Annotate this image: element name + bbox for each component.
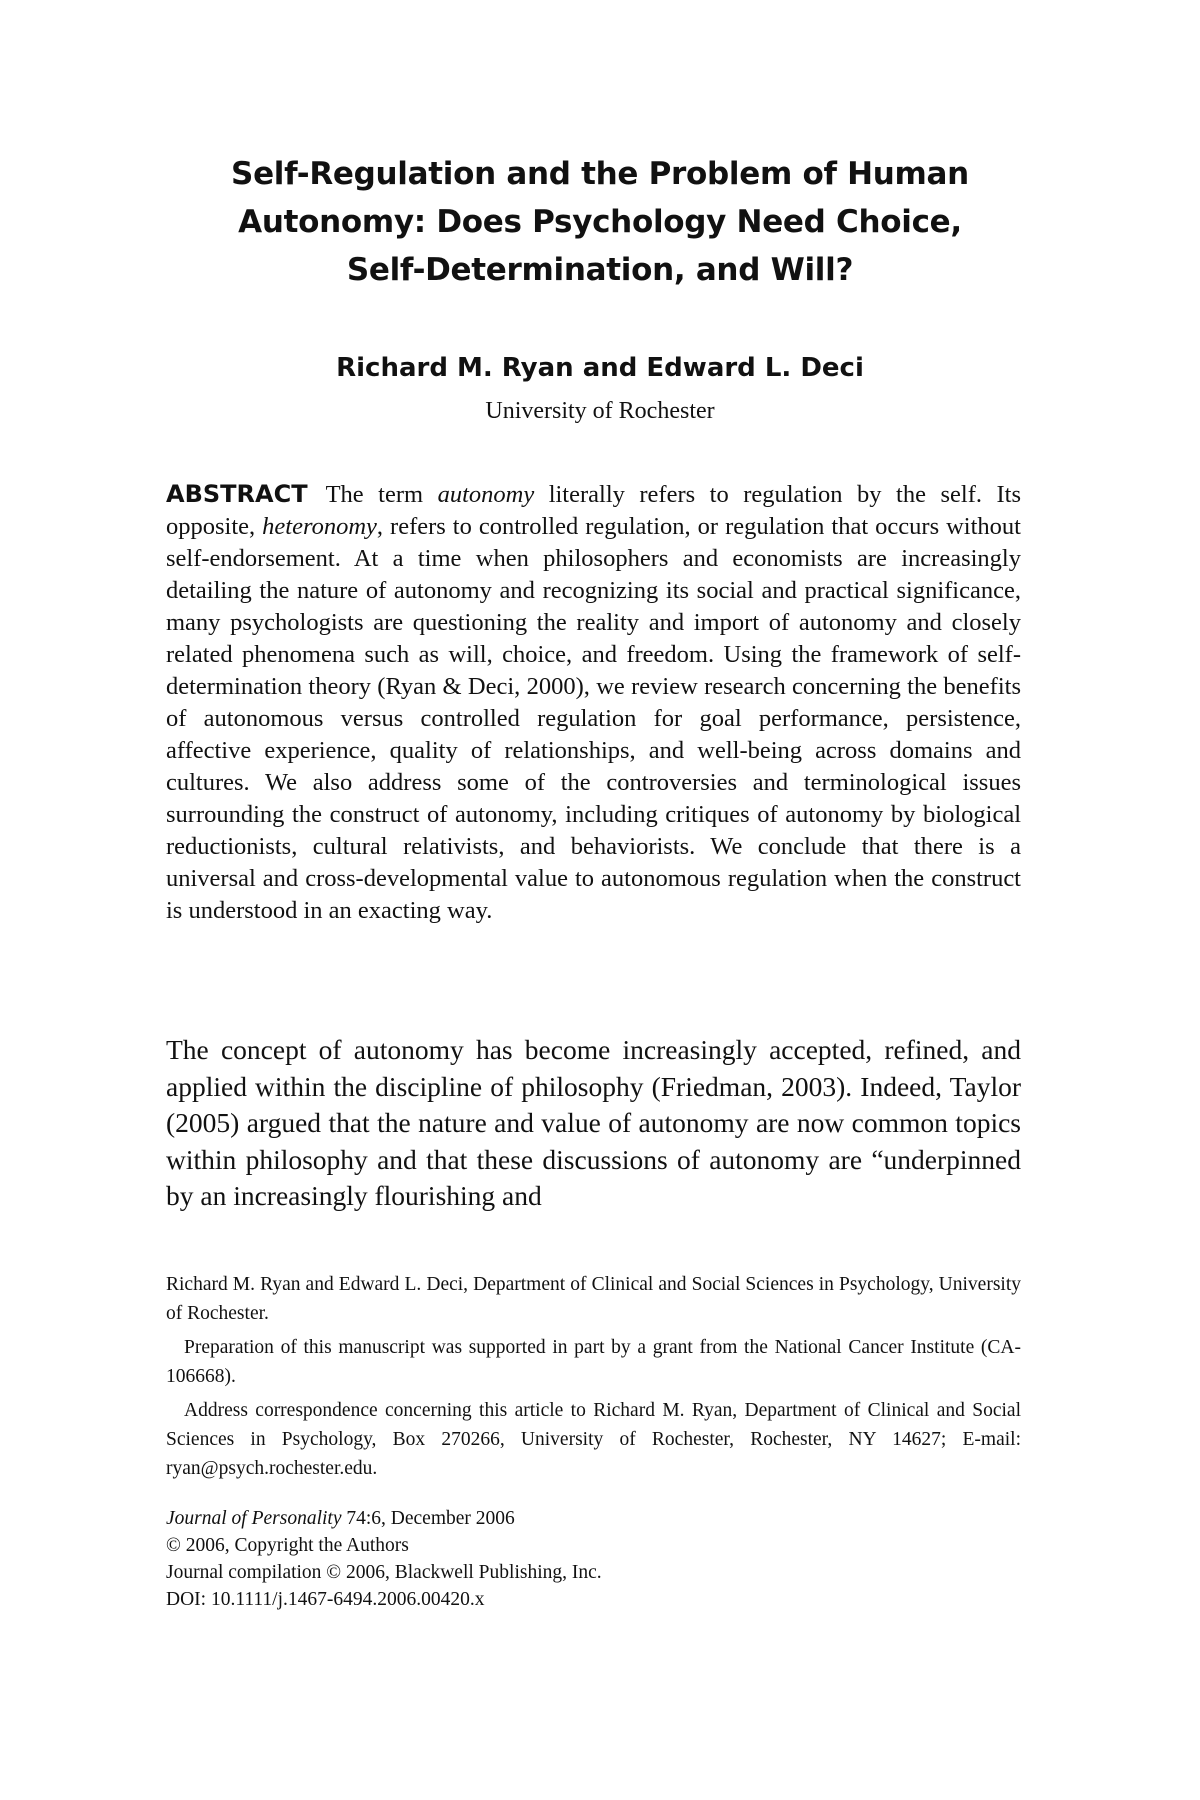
- journal-citation: [166, 1505, 1021, 1532]
- journal-issue: 74:6, December 2006: [341, 1508, 515, 1529]
- abstract-label: ABSTRACT: [166, 480, 308, 508]
- abstract: [166, 478, 1021, 927]
- title-line-2: Autonomy: Does Psychology Need Choice,: [238, 204, 962, 240]
- title-line-3: Self-Determination, and Will?: [346, 252, 854, 288]
- body-paragraph: The concept of autonomy has become increasingly accepted, refined, and applied within the discipline of philosophy (Friedman, 2003). Indeed, Taylor (2005) argued that the nature and value of autonomy are now common topics within philosophy and that these discussions of autonomy are “underpinned by an increasingly flourishing and: [166, 1034, 1021, 1211]
- abstract-text-start: The term: [325, 481, 438, 508]
- journal-info: [166, 1505, 1021, 1613]
- abstract-text-rest: , refers to controlled regulation, or regulation that occurs without self-endorsement. At a time when philosophers and economists are increasingly detailing the nature of autonomy and recognizing its social and practical significance, many psychologists are questioning the reality and import of autonomy and closely related phenomena such as will, choice, and freedom. Using the framework of self-determination theory (Ryan & Deci, 2000), we review research concerning the benefits of autonomous versus controlled regulation for goal performance, persistence, affective experience, quality of relationships, and well-being across domains and cultures. We also address some of the controversies and terminological issues surrounding the construct of autonomy, including critiques of autonomy by biological reductionists, cultural relativists, and behaviorists. We conclude that there is a universal and cross-developmental value to autonomous regulation when the construct is understood in an exacting way.: [166, 513, 1021, 924]
- abstract-term-heteronomy: heteronomy: [262, 513, 377, 540]
- compilation-line: Journal compilation © 2006, Blackwell Publishing, Inc.: [166, 1562, 602, 1583]
- title-line-1: Self-Regulation and the Problem of Human: [231, 156, 969, 192]
- footnote-correspondence: Address correspondence concerning this article to Richard M. Ryan, Department of Clinical and Social Sciences in Psychology, Box 270266, University of Rochester, Rochester, NY 14627; E-mail: ryan@psych.rochester.edu.: [166, 1400, 1021, 1479]
- journal-name: Journal of Personality: [166, 1508, 342, 1529]
- author-affiliation: University of Rochester: [485, 398, 715, 424]
- abstract-text-middle: literally refers to regulation by the self. Its opposite,: [166, 481, 1021, 540]
- author-names: Richard M. Ryan and Edward L. Deci: [336, 353, 864, 383]
- doi-line: DOI: 10.1111/j.1467-6494.2006.00420.x: [166, 1589, 485, 1610]
- copyright-line: © 2006, Copyright the Authors: [166, 1535, 409, 1556]
- footnote-support-note: Preparation of this manuscript was supported in part by a grant from the National Cancer Institute (CA-106668).: [166, 1337, 1021, 1387]
- article-title: [160, 150, 1040, 294]
- footnote-author-note: Richard M. Ryan and Edward L. Deci, Department of Clinical and Social Sciences in Psychology, University of Rochester.: [166, 1274, 1021, 1324]
- footnotes: [166, 1270, 1021, 1488]
- abstract-term-autonomy: autonomy: [437, 481, 535, 508]
